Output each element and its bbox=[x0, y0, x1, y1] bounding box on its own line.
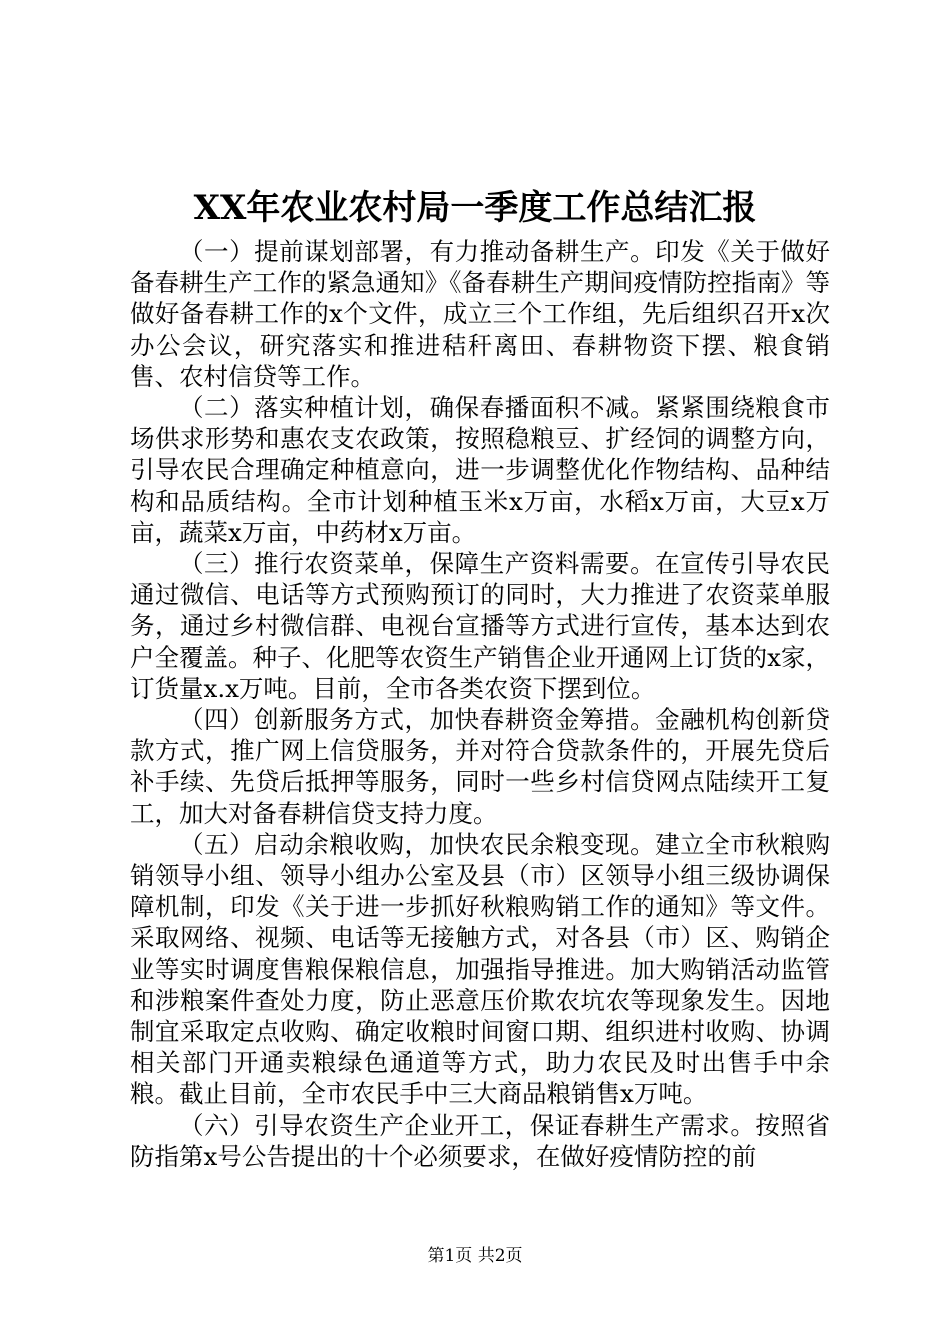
paragraph-1: （一）提前谋划部署，有力推动备耕生产。印发《关于做好备春耕生产工作的紧急通知》《备春耕生产期间疫情防控指南》等做好备春耕工作的x个文件，成立三个工作组，先后组织召开x次办公会议，研究落实和推进秸秆离田、春耕物资下摆、粮食销售、农村信贷等工作。 bbox=[130, 237, 830, 391]
paragraph-2: （二）落实种植计划，确保春播面积不减。紧紧围绕粮食市场供求形势和惠农支农政策，按照稳粮豆、扩经饲的调整方向，引导农民合理确定种植意向，进一步调整优化作物结构、品种结构和品质结构。全市计划种植玉米x万亩，水稻x万亩，大豆x万亩，蔬菜x万亩，中药材x万亩。 bbox=[130, 393, 830, 547]
paragraph-3: （三）推行农资菜单，保障生产资料需要。在宣传引导农民通过微信、电话等方式预购预订的同时，大力推进了农资菜单服务，通过乡村微信群、电视台宣播等方式进行宣传，基本达到农户全覆盖。种子、化肥等农资生产销售企业开通网上订货的x家，订货量x.x万吨。目前，全市各类农资下摆到位。 bbox=[130, 549, 830, 703]
document-title: XX年农业农村局一季度工作总结汇报 bbox=[193, 188, 757, 228]
paragraph-5: （五）启动余粮收购，加快农民余粮变现。建立全市秋粮购销领导小组、领导小组办公室及县（市）区领导小组三级协调保障机制，印发《关于进一步抓好秋粮购销工作的通知》等文件。采取网络、视频、电话等无接触方式，对各县（市）区、购销企业等实时调度售粮保粮信息，加强指导推进。加大购销活动监管和涉粮案件查处力度，防止恶意压价欺农坑农等现象发生。因地制宜采取定点收购、确定收粮时间窗口期、组织进村收购、协调相关部门开通卖粮绿色通道等方式，助力农民及时出售手中余粮。截止目前，全市农民手中三大商品粮销售x万吨。 bbox=[130, 829, 830, 1109]
page-footer: 第1页 共2页 bbox=[427, 1246, 523, 1266]
paragraph-4: （四）创新服务方式，加快春耕资金筹措。金融机构创新贷款方式，推广网上信贷服务，并对符合贷款条件的，开展先贷后补手续、先贷后抵押等服务，同时一些乡村信贷网点陆续开工复工，加大对备春耕信贷支持力度。 bbox=[130, 705, 830, 828]
paragraph-6: （六）引导农资生产企业开工，保证春耕生产需求。按照省防指第x号公告提出的十个必须要求，在做好疫情防控的前 bbox=[130, 1110, 830, 1171]
document-body bbox=[130, 236, 830, 1172]
